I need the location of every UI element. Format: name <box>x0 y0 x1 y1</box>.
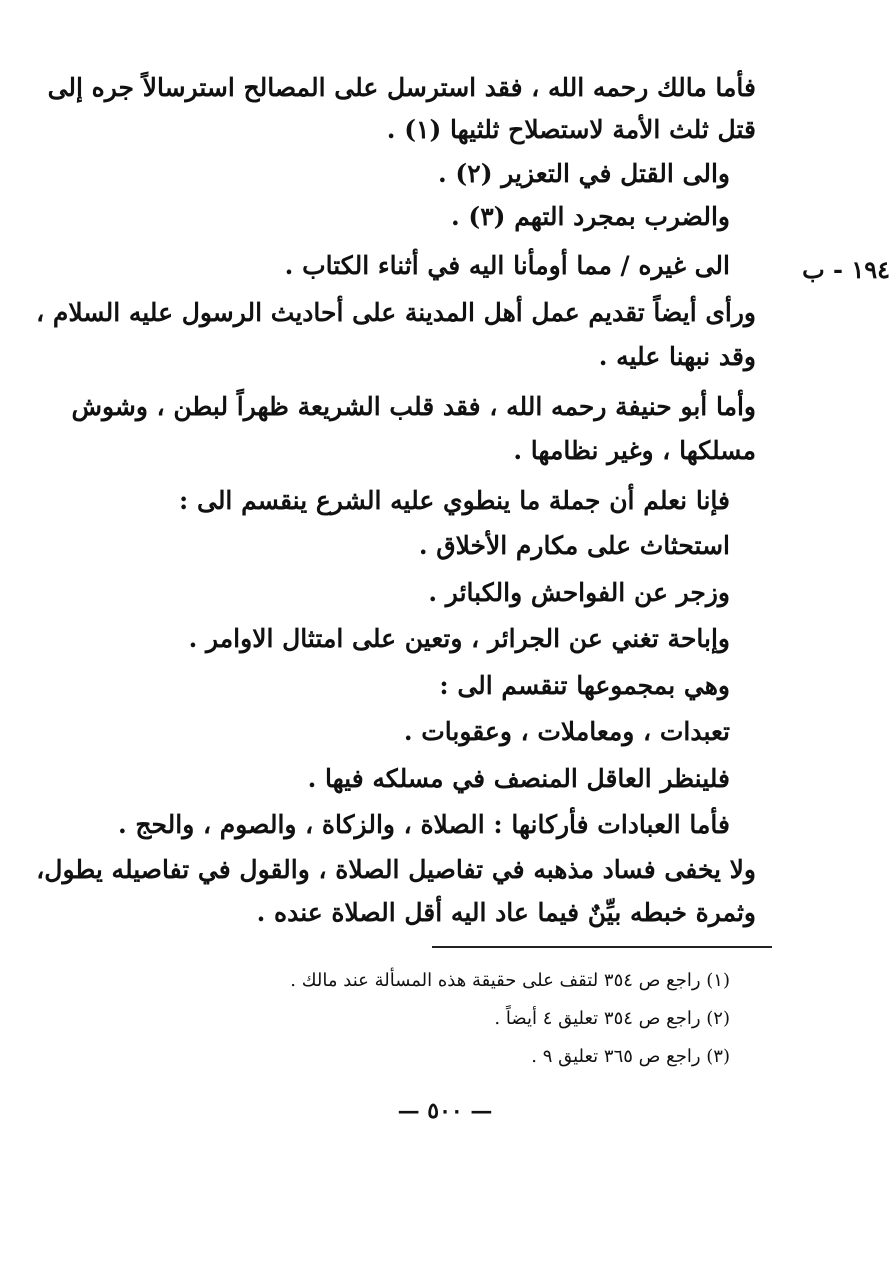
text-line-7: وقد نبهنا عليه . <box>598 342 756 371</box>
text-line-14: وهي بمجموعها تنقسم الى : <box>439 671 730 700</box>
page-number: — ٥٠٠ — <box>397 1098 493 1124</box>
text-line-6: ورأى أيضاً تقديم عمل أهل المدينة على أحاديث الرسول عليه السلام ، <box>36 298 756 327</box>
text-line-4: والضرب بمجرد التهم (٣) . <box>450 202 730 231</box>
footnote-2: (٢) راجع ص ٣٥٤ تعليق ٤ أيضاً . <box>494 1008 730 1029</box>
text-line-1: فأما مالك رحمه الله ، فقد استرسل على المصالح استرسالاً جره إلى <box>47 73 756 102</box>
text-line-3: والى القتل في التعزير (٢) . <box>438 159 730 188</box>
text-line-16: فلينظر العاقل المنصف في مسلكه فيها . <box>307 764 730 793</box>
text-line-18: ولا يخفى فساد مذهبه في تفاصيل الصلاة ، والقول في تفاصيله يطول، <box>36 855 756 884</box>
text-line-2: قتل ثلث الأمة لاستصلاح ثلثيها (١) . <box>386 115 756 144</box>
text-line-10: فإنا نعلم أن جملة ما ينطوي عليه الشرع ينقسم الى : <box>179 486 730 515</box>
text-line-19: وثمرة خبطه بيِّنٌ فيما عاد اليه أقل الصلاة عنده . <box>256 898 756 927</box>
text-line-12: وزجر عن الفواحش والكبائر . <box>428 578 730 607</box>
text-line-11: استحثاث على مكارم الأخلاق . <box>418 531 730 560</box>
text-line-9: مسلكها ، وغير نظامها . <box>513 436 756 465</box>
text-line-15: تعبدات ، ومعاملات ، وعقوبات . <box>403 717 730 746</box>
footnote-separator <box>432 946 772 948</box>
footnote-1: (١) راجع ص ٣٥٤ لتقف على حقيقة هذه المسألة عند مالك . <box>290 970 730 991</box>
footnote-3: (٣) راجع ص ٣٦٥ تعليق ٩ . <box>531 1046 730 1067</box>
text-line-8: وأما أبو حنيفة رحمه الله ، فقد قلب الشريعة ظهراً لبطن ، وشوش <box>71 392 756 421</box>
manuscript-folio-marker: ١٩٤ - ب <box>802 255 890 284</box>
text-line-17: فأما العبادات فأركانها : الصلاة ، والزكاة ، والصوم ، والحج . <box>117 810 730 839</box>
text-line-5: الى غيره / مما أومأنا اليه في أثناء الكتاب . <box>284 251 730 280</box>
text-line-13: وإباحة تغني عن الجرائر ، وتعين على امتثال الاوامر . <box>188 624 730 653</box>
